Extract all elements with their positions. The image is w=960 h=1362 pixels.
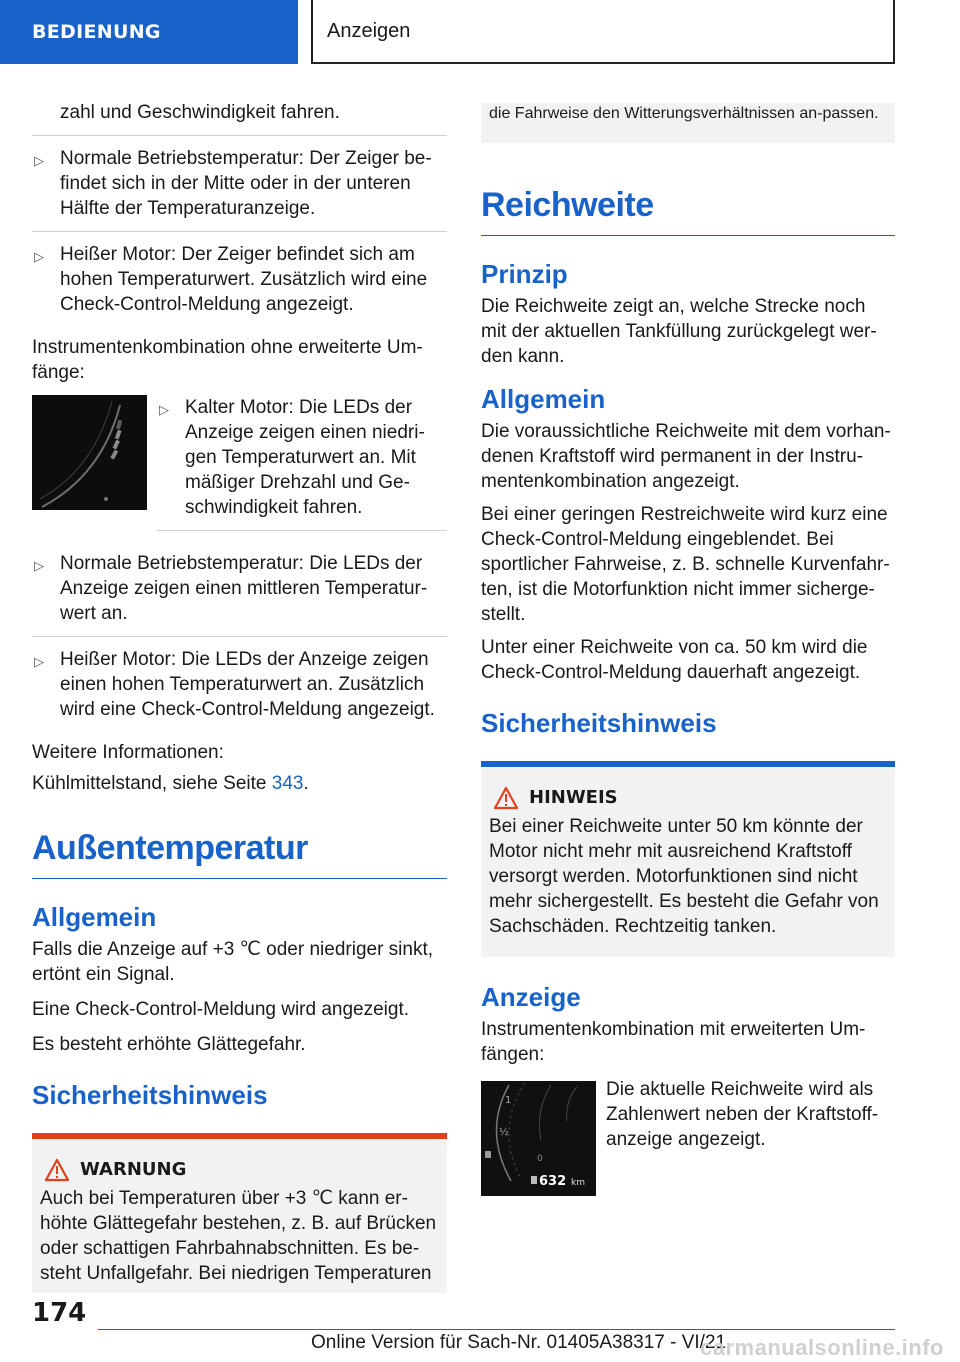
list-item-text: Normale Betriebstemperatur: Die LEDs der Anzeige zeigen einen mittleren Temperatur-wert an. — [60, 553, 428, 624]
subsection-heading: Sicherheitshinweis — [481, 708, 717, 738]
subsection-heading: Allgemein — [481, 384, 606, 414]
cross-reference-text: Kühlmittelstand, siehe Seite — [32, 773, 272, 794]
list-item-text: Heißer Motor: Die LEDs der Anzeige zeigen einen hohen Temperaturwert an. Zusätzlich wird eine Check-Control-Meldung angezeigt. — [60, 649, 435, 720]
subsection-heading: Sicherheitshinweis — [32, 1080, 268, 1110]
footer-version: Online Version für Sach-Nr. 01405A38317 - VI/21 — [311, 1332, 727, 1353]
image-row — [481, 1081, 895, 1196]
list-item — [32, 551, 447, 637]
section-tab — [0, 0, 298, 64]
note-box — [481, 767, 895, 957]
cross-reference-end: . — [303, 773, 309, 794]
triangle-bullet-icon: ▷ — [34, 153, 44, 168]
section-heading: Reichweite — [481, 183, 895, 236]
continued-warning-box — [481, 103, 895, 143]
image-row — [32, 395, 447, 541]
subsection-heading: Prinzip — [481, 259, 568, 289]
triangle-bullet-icon: ▷ — [34, 558, 44, 573]
range-display-image — [481, 1081, 596, 1196]
list-item — [157, 395, 447, 531]
chapter-title: Anzeigen — [327, 19, 411, 42]
paragraph: Instrumentenkombination ohne erweiterte Um-fänge: — [32, 337, 423, 383]
subsection-heading: Anzeige — [481, 982, 581, 1012]
warning-box — [32, 1139, 447, 1293]
fuel-gauge-icon — [481, 1081, 596, 1196]
right-column — [481, 103, 895, 1206]
paragraph: Die aktuelle Reichweite wird als Zahlenwert neben der Kraftstoff-anzeige angezeigt. — [606, 1079, 879, 1150]
warning-text: die Fahrweise den Witterungsverhältnissen an-passen. — [489, 105, 879, 122]
paragraph: Es besteht erhöhte Glättegefahr. — [32, 1034, 306, 1055]
warning-label: WARNUNG — [80, 1159, 187, 1180]
note-header — [489, 785, 887, 810]
footer-divider — [98, 1329, 895, 1330]
chapter-tab — [311, 0, 895, 64]
warning-triangle-icon — [493, 786, 519, 810]
list-item — [32, 647, 447, 732]
warning-text: Auch bei Temperaturen über +3 ℃ kann er-höhte Glättegefahr bestehen, z. B. auf Brücken oder schattigen Fahrbahnabschnitten. Es be-steht Unfallgefahr. Bei niedrigen Temperaturen — [40, 1188, 437, 1284]
warning-triangle-icon — [44, 1158, 70, 1182]
cross-reference — [32, 771, 447, 796]
triangle-bullet-icon: ▷ — [159, 402, 169, 417]
watermark: carmanualsonline.info — [700, 1335, 944, 1360]
gauge-tick-0: 0 — [537, 1154, 543, 1164]
section-heading: Außentemperatur — [32, 826, 447, 879]
triangle-bullet-icon: ▷ — [34, 654, 44, 669]
continued-bullet-text: zahl und Geschwindigkeit fahren. — [32, 100, 447, 136]
gauge-tick-half: ½ — [499, 1127, 509, 1138]
paragraph: Die Reichweite zeigt an, welche Strecke noch mit der aktuellen Tankfüllung zurückgelegt wer-den kann. — [481, 296, 877, 367]
image-caption — [606, 1081, 895, 1196]
list-item — [32, 146, 447, 232]
subsection-heading: Allgemein — [32, 902, 157, 932]
paragraph: Unter einer Reichweite von ca. 50 km wird die Check-Control-Meldung dauerhaft angezeigt. — [481, 637, 868, 683]
warning-header — [40, 1157, 439, 1182]
left-column — [32, 100, 447, 1293]
list-item-text: Heißer Motor: Der Zeiger befindet sich am hohen Temperaturwert. Zusätzlich wird eine Check-Control-Meldung angezeigt. — [60, 244, 428, 315]
triangle-bullet-icon: ▷ — [34, 249, 44, 264]
range-value: 632 — [539, 1174, 567, 1189]
list-item-text: Normale Betriebstemperatur: Der Zeiger be-findet sich in der Mitte oder in der unteren Hälfte der Temperaturanzeige. — [60, 148, 432, 219]
page-link[interactable]: 343 — [271, 773, 304, 794]
note-label: HINWEIS — [529, 787, 618, 808]
paragraph: Instrumentenkombination mit erweiterten Um-fängen: — [481, 1019, 866, 1065]
paragraph: Die voraussichtliche Reichweite mit dem vorhan-denen Kraftstoff wird permanent in der Instru-mentenkombination angezeigt. — [481, 421, 891, 492]
paragraph: Bei einer geringen Restreichweite wird kurz eine Check-Control-Meldung eingeblendet. Bei sportlicher Fahrweise, z. B. schnelle Kurvenfahr-ten, ist die Motorfunktion nicht immer sicherge-stellt. — [481, 504, 890, 625]
temperature-gauge-image — [32, 395, 147, 510]
paragraph: Weitere Informationen: — [32, 742, 224, 763]
gauge-leds-icon — [32, 395, 147, 510]
image-caption — [157, 395, 447, 541]
gauge-tick-1: 1 — [505, 1095, 512, 1106]
section-title: BEDIENUNG — [32, 21, 161, 43]
list-item-text: Kalter Motor: Die LEDs der Anzeige zeigen einen niedri-gen Temperaturwert an. Mit mäßiger Drehzahl und Ge-schwindigkeit fahren. — [185, 397, 425, 518]
page-number: 174 — [32, 1298, 87, 1328]
note-text: Bei einer Reichweite unter 50 km könnte der Motor nicht mehr mit ausreichend Kraftstoff versorgt werden. Motorfunktionen sind nicht mehr sichergestellt. Es besteht die Gefahr von Sachschäden. Rechtzeitig tanken. — [489, 816, 879, 937]
paragraph: Falls die Anzeige auf +3 ℃ oder niedriger sinkt, ertönt ein Signal. — [32, 939, 434, 985]
list-item — [32, 242, 447, 327]
range-unit: km — [571, 1178, 585, 1188]
paragraph: Eine Check-Control-Meldung wird angezeigt. — [32, 999, 410, 1020]
